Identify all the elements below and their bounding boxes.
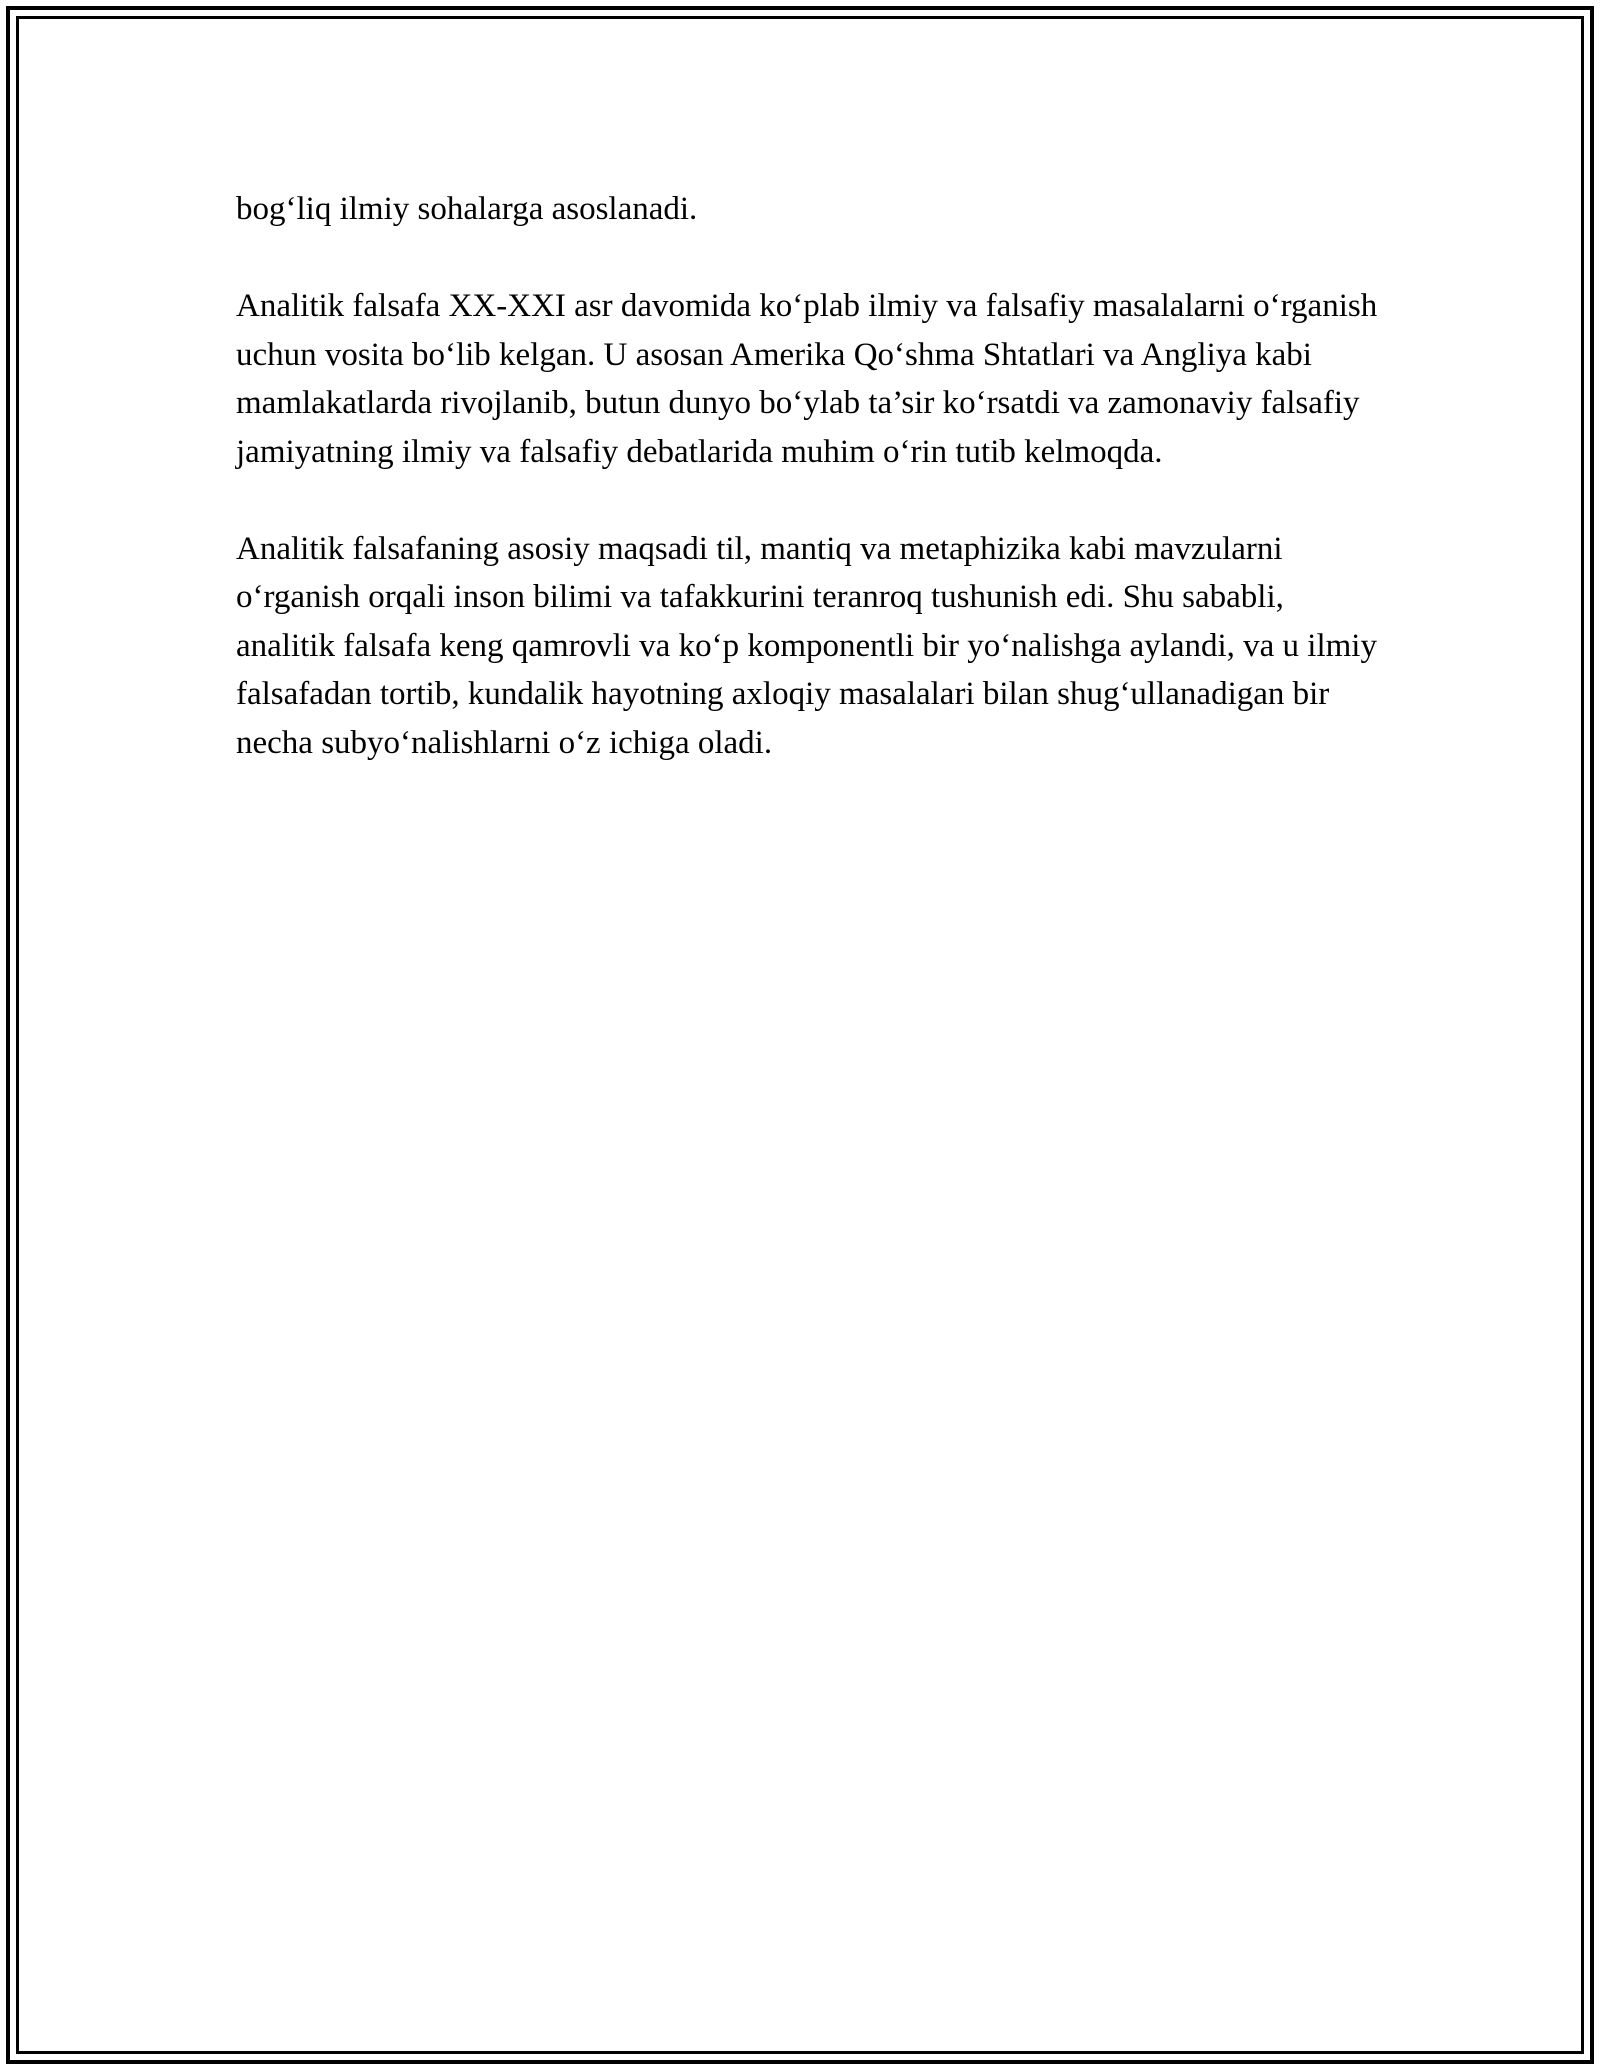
paragraph-analytic-philosophy-history: Analitik falsafa XX-XXI asr davomida ko‘plab ilmiy va falsafiy masalalarni o‘rganish uchun vosita bo‘lib kelgan. U asosan Amerika Qo‘shma Shtatlari va Angliya kabi mamlakatlarda rivojlanib, butun dunyo bo‘ylab ta’sir ko‘rsatdi va zamonaviy falsafiy jamiyatning ilmiy va falsafiy debatlarida muhim o‘rin tutib kelmoqda.	[236, 288, 1378, 470]
paragraph-analytic-philosophy-goal: Analitik falsafaning asosiy maqsadi til, mantiq va metaphizika kabi mavzularni o‘rganish orqali inson bilimi va tafakkurini teranroq tushunish edi. Shu sababli, analitik falsafa keng qamrovli va ko‘p komponentli bir yo‘nalishga aylandi, va u ilmiy falsafadan tortib, kundalik hayotning axloqiy masalalari bilan shug‘ullanadigan bir necha subyo‘nalishlarni o‘z ichiga oladi.	[236, 530, 1377, 761]
paragraph-continuation: bog‘liq ilmiy sohalarga asoslanadi.	[236, 191, 698, 227]
document-body	[236, 185, 1386, 767]
